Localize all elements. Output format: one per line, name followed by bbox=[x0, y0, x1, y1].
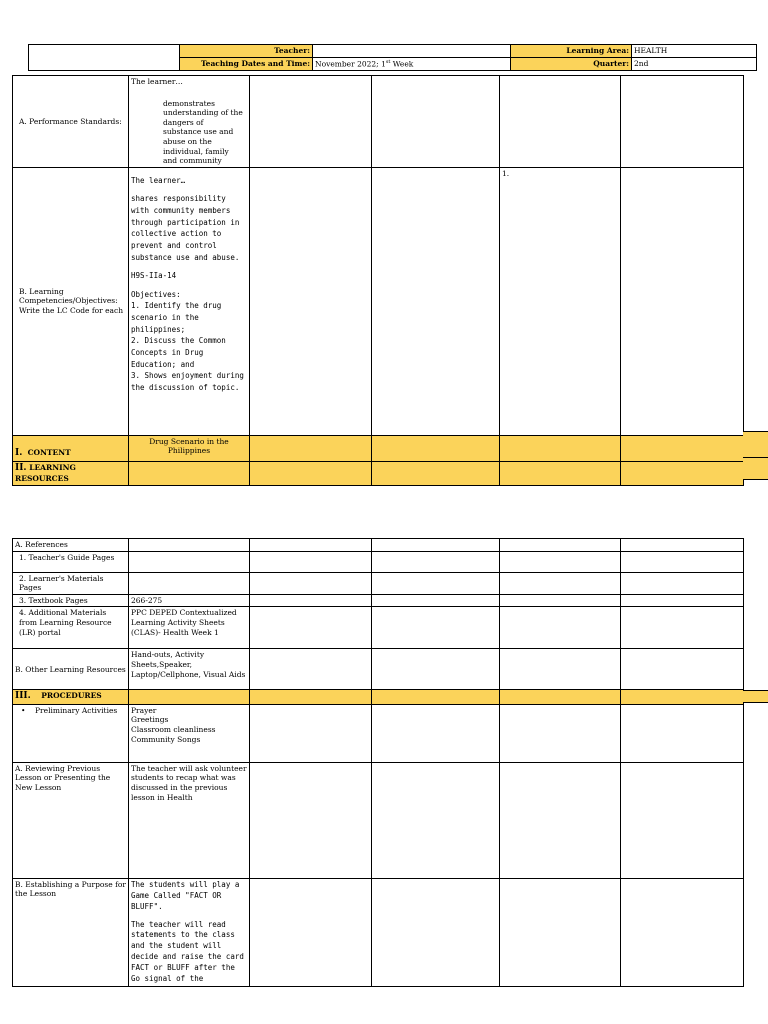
cell bbox=[250, 461, 372, 485]
perf-text: demonstrates understanding of the dangers of substance use and abuse on the individual, family and community bbox=[163, 98, 243, 166]
cell bbox=[621, 594, 744, 607]
additional-materials-label: 4. Additional Materials from Learning Resource (LR) portal bbox=[13, 607, 129, 649]
cell bbox=[500, 607, 621, 649]
header-table bbox=[28, 44, 757, 71]
cell bbox=[500, 461, 621, 485]
reviewing-lesson-value: The teacher will ask volunteer students to recap what was discussed in the previous lesson in Health bbox=[129, 762, 250, 878]
cell bbox=[250, 539, 372, 552]
cell bbox=[621, 878, 744, 986]
learning-competencies-label: B. Learning Competencies/Objectives: Write the LC Code for each bbox=[13, 167, 129, 435]
cell bbox=[372, 607, 500, 649]
cell bbox=[250, 762, 372, 878]
cell bbox=[250, 878, 372, 986]
preliminary-activities-label: Preliminary Activities bbox=[35, 705, 118, 715]
cell bbox=[621, 649, 744, 690]
cell bbox=[621, 539, 744, 552]
quarter-label: Quarter: bbox=[511, 57, 632, 70]
textbook-pages-label: 3. Textbook Pages bbox=[13, 594, 129, 607]
cell bbox=[621, 572, 744, 594]
bullet-icon: • bbox=[21, 705, 26, 715]
cell bbox=[372, 167, 500, 435]
cell bbox=[129, 572, 250, 594]
cell bbox=[250, 704, 372, 762]
cell bbox=[621, 461, 744, 485]
cell bbox=[372, 572, 500, 594]
resources-row-extension bbox=[743, 458, 768, 480]
cell bbox=[129, 461, 250, 485]
cell bbox=[500, 762, 621, 878]
cell bbox=[250, 607, 372, 649]
cell bbox=[372, 762, 500, 878]
top-lesson-table bbox=[12, 75, 744, 486]
cell bbox=[372, 649, 500, 690]
cell bbox=[621, 690, 744, 705]
cell bbox=[372, 435, 500, 461]
cell bbox=[129, 539, 250, 552]
objective-3: 3. Shows enjoyment during the discussion of topic. bbox=[131, 371, 244, 392]
cell bbox=[250, 572, 372, 594]
perf-intro: The learner… bbox=[131, 77, 183, 86]
procedures-row-extension bbox=[743, 690, 768, 703]
header-blank-cell bbox=[29, 45, 180, 71]
cell bbox=[621, 76, 744, 168]
textbook-pages-value: 266-275 bbox=[129, 594, 250, 607]
cell bbox=[500, 435, 621, 461]
content-value: Drug Scenario in the Philippines bbox=[129, 435, 250, 461]
reviewing-lesson-label: A. Reviewing Previous Lesson or Presenting the New Lesson bbox=[13, 762, 129, 878]
references-label: A. References bbox=[13, 539, 129, 552]
cell bbox=[250, 76, 372, 168]
cell bbox=[129, 690, 250, 705]
establishing-purpose-cell bbox=[129, 878, 250, 986]
preliminary-activities-cell bbox=[129, 704, 250, 762]
cell bbox=[500, 878, 621, 986]
establishing-purpose-label: B. Establishing a Purpose for the Lesson bbox=[13, 878, 129, 986]
cell bbox=[500, 594, 621, 607]
other-learning-resources-value: Hand-outs, Activity Sheets,Speaker, Laptop/Cellphone, Visual Aids bbox=[129, 649, 250, 690]
cell bbox=[500, 649, 621, 690]
cell bbox=[250, 551, 372, 572]
cell bbox=[250, 594, 372, 607]
learning-resources-label-cell: II. LEARNING RESOURCES bbox=[13, 461, 129, 485]
comp-code: H9S-IIa-14 bbox=[131, 271, 177, 281]
cell bbox=[500, 704, 621, 762]
purpose-text-2: The teacher will read statements to the class and the student will decide and raise the card FACT or BLUFF after the Go signal of the bbox=[131, 919, 244, 983]
teachers-guide-label: 1. Teacher's Guide Pages bbox=[13, 551, 129, 572]
other-learning-resources-label: B. Other Learning Resources bbox=[13, 649, 129, 690]
procedures-label-cell: III. PROCEDURES bbox=[13, 690, 129, 705]
additional-materials-value: PPC DEPED Contextualized Learning Activity Sheets (CLAS)- Health Week 1 bbox=[129, 607, 250, 649]
purpose-text-1: The students will play a Game Called "FACT OR BLUFF". bbox=[131, 879, 240, 911]
cell bbox=[372, 878, 500, 986]
cell bbox=[372, 690, 500, 705]
cell bbox=[372, 76, 500, 168]
objectives-title: Objectives: bbox=[131, 289, 181, 299]
cell bbox=[250, 649, 372, 690]
learners-materials-label: 2. Learner's Materials Pages bbox=[13, 572, 129, 594]
objective-2: 2. Discuss the Common Concepts in Drug Education; and bbox=[131, 336, 226, 369]
learning-area-value: HEALTH bbox=[632, 45, 757, 58]
cell bbox=[500, 551, 621, 572]
cell bbox=[621, 551, 744, 572]
cell bbox=[372, 539, 500, 552]
cell bbox=[500, 539, 621, 552]
learning-competencies-cell bbox=[129, 167, 250, 435]
comp-intro: The learner… bbox=[131, 175, 186, 185]
cell bbox=[250, 690, 372, 705]
comp-text: shares responsibility with community members through participation in collective action to prevent and control substance use and abuse. bbox=[131, 194, 240, 262]
competencies-col4-cell: 1. bbox=[500, 167, 621, 435]
content-row-extension bbox=[743, 431, 768, 458]
cell bbox=[500, 690, 621, 705]
cell bbox=[250, 167, 372, 435]
cell bbox=[621, 607, 744, 649]
performance-standards-label: A. Performance Standards: bbox=[13, 76, 129, 168]
objective-1: 1. Identify the drug scenario in the philippines; bbox=[131, 301, 222, 334]
prelim-item: Prayer bbox=[131, 705, 157, 715]
content-label-cell: I. CONTENT bbox=[13, 435, 129, 461]
cell bbox=[621, 704, 744, 762]
cell bbox=[372, 704, 500, 762]
cell bbox=[372, 551, 500, 572]
learning-area-label: Learning Area: bbox=[511, 45, 632, 58]
cell bbox=[500, 76, 621, 168]
teaching-dates-label: Teaching Dates and Time: bbox=[180, 57, 313, 70]
cell bbox=[621, 167, 744, 435]
bottom-lesson-table bbox=[12, 538, 744, 987]
cell bbox=[250, 435, 372, 461]
cell bbox=[129, 551, 250, 572]
prelim-item: Classroom cleanliness bbox=[131, 725, 216, 735]
quarter-value: 2nd bbox=[632, 57, 757, 70]
teacher-label: Teacher: bbox=[180, 45, 313, 58]
cell bbox=[621, 762, 744, 878]
teacher-value bbox=[313, 45, 511, 58]
teaching-dates-value: November 2022; 1st Week bbox=[313, 57, 511, 70]
performance-standards-cell bbox=[129, 76, 250, 168]
prelim-item: Community Songs bbox=[131, 734, 201, 744]
cell bbox=[621, 435, 744, 461]
prelim-item: Greetings bbox=[131, 715, 169, 725]
preliminary-activities-label-cell bbox=[13, 704, 129, 762]
cell bbox=[500, 572, 621, 594]
cell bbox=[372, 594, 500, 607]
cell bbox=[372, 461, 500, 485]
